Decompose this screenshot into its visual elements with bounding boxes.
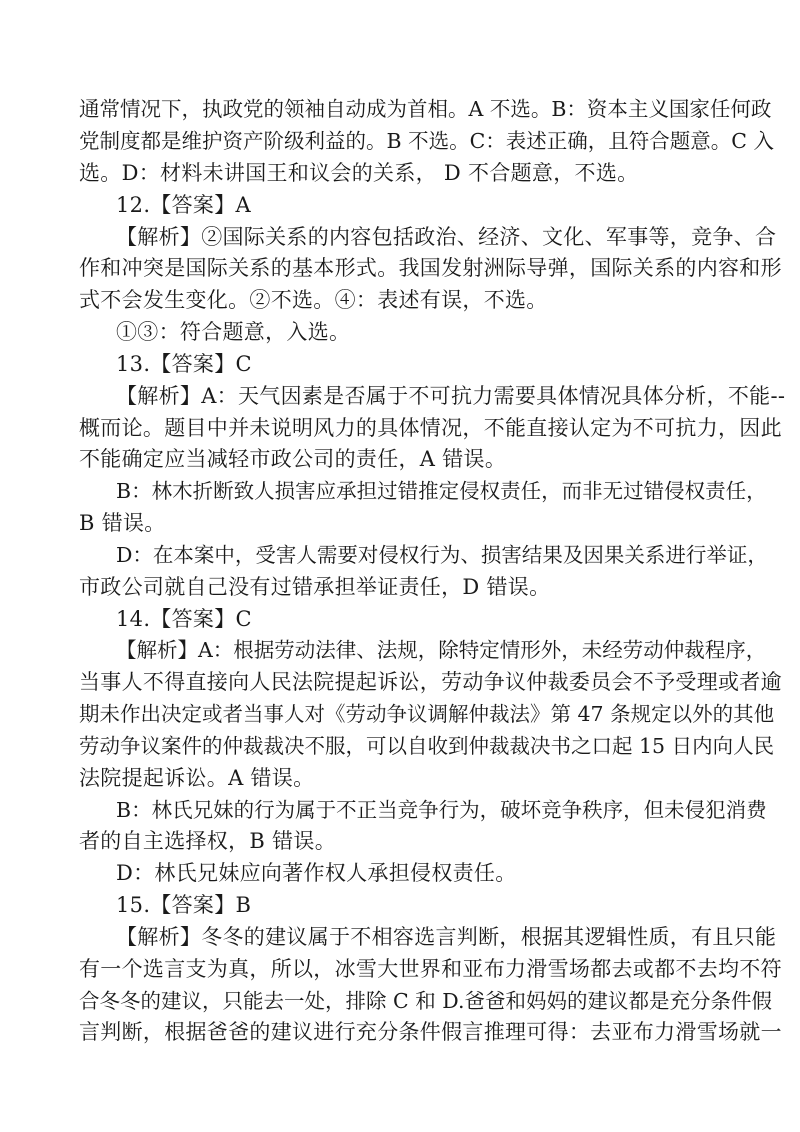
text-line: 有一个选言支为真，所以，冰雪大世界和亚布力滑雪场都去或都不去均不符 — [79, 957, 782, 981]
text-line: 不能确定应当减轻市政公司的责任，A 错误。 — [79, 447, 507, 471]
text-line: D：林氏兄妹应向著作权人承担侵权责任。 — [116, 861, 517, 885]
text-line: 【解析】A：天气因素是否属于不可抗力需要具体情况具体分析，不能-- — [116, 384, 786, 408]
text-line: 选。D：材料未讲国王和议会的关系， D 不合题意，不选。 — [79, 161, 639, 185]
answer-heading-12: 12.【答案】A — [116, 193, 251, 217]
answer-heading-15: 15.【答案】B — [116, 893, 252, 917]
text-line: 作和冲突是国际关系的基本形式。我国发射洲际导弹，国际关系的内容和形 — [79, 256, 782, 280]
text-line: B：林氏兄妹的行为属于不正当竞争行为，破坏竞争秩序，但未侵犯消费 — [116, 798, 767, 822]
text-line: 合冬冬的建议，只能去一处，排除 C 和 D.爸爸和妈妈的建议都是充分条件假 — [79, 989, 772, 1013]
text-line: 者的自主选择权，B 错误。 — [79, 829, 337, 853]
text-line: B：林木折断致人损害应承担过错推定侵权责任，而非无过错侵权责任， — [116, 479, 767, 503]
text-line: 【解析】A：根据劳动法律、法规，除特定情形外，未经劳动仲裁程序， — [116, 638, 767, 662]
text-line: 【解析】冬冬的建议属于不相容选言判断，根据其逻辑性质，有且只能 — [116, 925, 777, 949]
text-line: 法院提起诉讼。A 错误。 — [79, 766, 315, 790]
text-line: 言判断，根据爸爸的建议进行充分条件假言推理可得：去亚布力滑雪场就一 — [79, 1020, 782, 1044]
text-line: 【解析】②国际关系的内容包括政治、经济、文化、军事等，竞争、合 — [116, 225, 777, 249]
text-line: ①③：符合题意，入选。 — [116, 320, 351, 344]
text-line: 期未作出决定或者当事人对《劳动争议调解仲裁法》第 47 条规定以外的其他 — [79, 702, 775, 726]
text-line: 市政公司就自己没有过错承担举证责任，D 错误。 — [79, 575, 551, 599]
answer-heading-13: 13.【答案】C — [116, 352, 252, 376]
text-line: 劳动争议案件的仲裁裁决不服，可以自收到仲裁裁决书之口起 15 日内向人民 — [79, 734, 775, 758]
text-line: D：在本案中，受害人需要对侵权行为、损害结果及因果关系进行举证， — [116, 543, 768, 567]
answer-heading-14: 14.【答案】C — [116, 607, 252, 631]
text-line: 当事人不得直接向人民法院提起诉讼，劳动争议仲裁委员会不予受理或者逾 — [79, 670, 782, 694]
text-line: 通常情况下，执政党的领袖自动成为首相。A 不选。B：资本主义国家任何政 — [79, 97, 772, 121]
text-line: 式不会发生变化。②不选。④：表述有误，不选。 — [79, 288, 548, 312]
text-line: B 错误。 — [79, 511, 166, 535]
text-line: 党制度都是维护资产阶级利益的。B 不选。C：表述正确，且符合题意。C 入 — [79, 129, 774, 153]
text-line: 概而论。题目中并未说明风力的具体情况，不能直接认定为不可抗力，因此 — [79, 416, 782, 440]
